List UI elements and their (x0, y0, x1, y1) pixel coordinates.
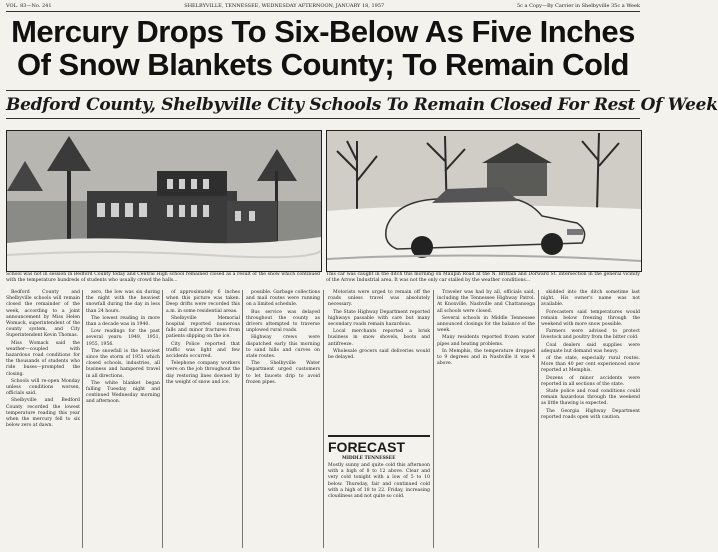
column-rule (323, 290, 324, 548)
photo-caption-left: School was not in session in Bedford County today and Central High school remained closed as a result of the snow which continued with the temperature hundreds of students who usually crowd the halls... (6, 272, 320, 284)
paragraph: zero, the low was six during the night with the heaviest snowfall during the day in less than 24 hours. (86, 290, 160, 314)
paragraph: Several schools in Middle Tennessee announced closings for the balance of the week. (437, 315, 535, 334)
column-rule (82, 290, 83, 548)
folio-dateline: SHELBYVILLE, TENNESSEE, WEDNESDAY AFTERNOON, JANUARY 18, 1957 (184, 3, 385, 9)
paragraph: Farmers were advised to protect livestock and poultry from the bitter cold. (541, 329, 640, 341)
paragraph: Forecasters said temperatures would remain below freezing through the weekend with more snow possible. (541, 309, 640, 328)
paragraph: The Georgia Highway Department reported roads open with caution. (541, 408, 640, 420)
paragraph: Low readings for the past several years: 1949, 1951, 1955, 1956. (86, 329, 160, 347)
column-rule (242, 290, 243, 548)
photo-caption-right: This car was caught in the ditch this morning on Maupin Road at the N. Brittain and Dorward St. intersection in the general vicinity of the Arrow Industrial area. It was not the only car stalled by the weather conditions... (326, 272, 640, 284)
article-column (328, 290, 430, 430)
forecast-box (328, 435, 430, 549)
column-rule (538, 290, 539, 548)
paragraph: Wholesale grocers said deliveries would be delayed. (328, 348, 430, 361)
paragraph: City Police reported that traffic was light and few accidents occurred. (166, 341, 240, 360)
subheadline: Bedford County, Shelbyville City Schools To Remain Closed For Rest Of Week (6, 95, 718, 115)
paragraph: Coal dealers said supplies were adequate but demand was heavy. (541, 342, 640, 354)
forecast-text: Mostly sunny and quite cold this afternoon with a high of 8 to 12 above. Clear and very cold tonight with a low of 5 to 10 below. Thursday, fair and continued cold with a high of 18 to 22. Friday, increasing cloudiness and not quite so cold. (328, 463, 430, 500)
paragraph: In Memphis, the temperature dropped to 9 degrees and in Nashville it was 4 above. (437, 348, 535, 367)
forecast-title: FORECAST (328, 439, 405, 455)
article-column (246, 290, 320, 548)
headline-line-1: Mercury Drops To Six-Below As Five Inches (11, 14, 635, 49)
paragraph: The State Highway Department reported highways passable with care but many secondary roads remain hazardous. (328, 309, 430, 328)
headline-line-2: Of Snow Blankets County; To Remain Cold (16, 47, 629, 82)
paragraph: of approximately 6 inches when this picture was taken. Deep drifts were recorded this a.m. in some residential areas. (166, 290, 240, 314)
paragraph: The Shelbyville Water Department urged customers to let faucets drip to avoid frozen pipes. (246, 361, 320, 385)
paragraph: Miss Womack said the weather—coupled with hazardous road conditions for the thousands of students who ride buses—prompted the closing. (6, 340, 80, 377)
divider (6, 118, 640, 119)
article-column (6, 290, 80, 548)
divider (6, 90, 640, 91)
paragraph: Bus service was delayed throughout the county as drivers attempted to traverse unplowed rural roads. (246, 309, 320, 334)
paragraph: Schools will re-open Monday unless conditions worsen, officials said. (6, 378, 80, 397)
folio-volume: VOL. 83—No. 241 (6, 3, 52, 9)
paragraph: Shelbyville Memorial hospital reported numerous falls and minor fractures from patients slipping on the ice. (166, 315, 240, 340)
paragraph: The lowest reading in more than a decade was in 1940. (86, 315, 160, 328)
article-column (437, 290, 535, 548)
column-rule (433, 290, 434, 548)
paragraph: Traveler was had by all, officials said, including the Tennessee Highway Patrol. At Knoxville, Nashville and Chattanooga all schools were closed. (437, 290, 535, 314)
folio-line (6, 2, 640, 12)
column-rule (162, 290, 163, 548)
paragraph: of the state, especially rural routes. More than 40 per cent experienced snow reported at Memphis. (541, 356, 640, 374)
school-snow-photo (6, 130, 322, 272)
paragraph: Dozens of minor accidents were reported in all sections of the state. (541, 375, 640, 387)
article-column (86, 290, 160, 548)
forecast-region: MIDDLE TENNESSEE (342, 456, 396, 461)
article-column (541, 290, 640, 548)
paragraph: Bedford County and Shelbyville schools will remain closed the remainder of the week, according to a joint announcement by Miss Helen Womack, superintendent of the county system, and City Superintendent Kevin Thomas. (6, 290, 80, 339)
article-column (166, 290, 240, 548)
paragraph: Many residents reported frozen water pipes and heating problems. (437, 335, 535, 347)
paragraph: Motorists were urged to remain off the roads unless travel was absolutely necessary. (328, 290, 430, 308)
paragraph: possible. Garbage collections and mail routes were running on a limited schedule. (246, 290, 320, 308)
paragraph: The white blanket began falling Tuesday night and continued Wednesday morning and afternoon. (86, 380, 160, 405)
paragraph: Shelbyville and Bedford County recorded the lowest temperature reading this year when the mercury fell to six below zero at dawn. (6, 398, 80, 429)
paragraph: Local merchants reported a brisk business in snow shovels, boots and antifreeze. (328, 329, 430, 347)
paragraph: The snowfall is the heaviest since the storm of 1951 which closed schools, industries, all business and hampered travel in all directions. (86, 348, 160, 379)
paragraph: Highway crews were dispatched early this morning to sand hills and curves on state routes. (246, 335, 320, 360)
folio-price: 5c a Copy—By Carrier in Shelbyville 35c a Week (516, 3, 640, 9)
paragraph: State police and road conditions could remain hazardous through the weekend as little thawing is expected. (541, 389, 640, 407)
paragraph: skidded into the ditch sometime last night. His owner's name was not available. (541, 290, 640, 308)
paragraph: Telephone company workers were on the job throughout the day restoring lines downed by the weight of snow and ice. (166, 361, 240, 385)
car-in-ditch-photo (326, 130, 642, 272)
